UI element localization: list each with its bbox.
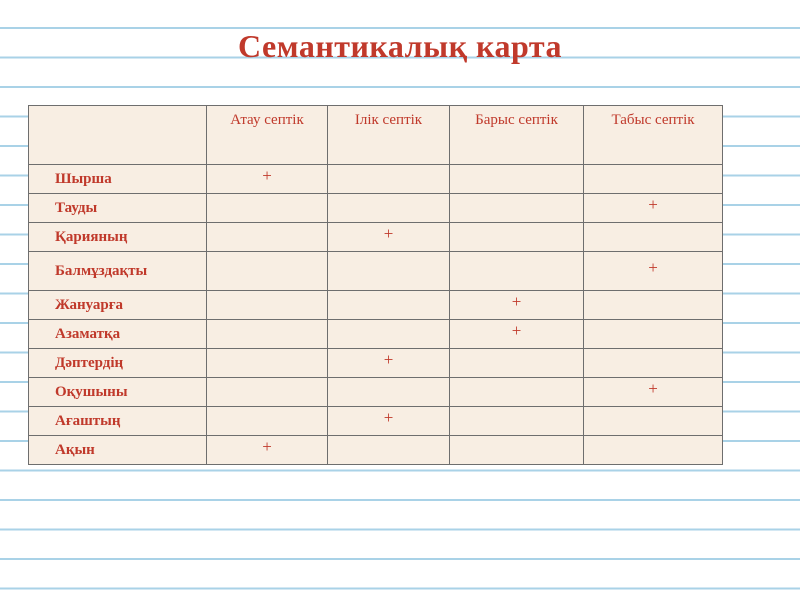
table-cell xyxy=(328,194,450,223)
plus-mark: + xyxy=(511,321,522,340)
row-label: Ағаштың xyxy=(29,407,207,436)
table-cell xyxy=(450,378,584,407)
table-row xyxy=(29,252,723,291)
plus-mark: + xyxy=(383,350,394,369)
table-cell xyxy=(328,407,450,436)
plus-mark: + xyxy=(383,224,394,243)
header-corner xyxy=(29,106,207,165)
table-cell xyxy=(450,320,584,349)
header-row xyxy=(29,106,723,165)
table-cell xyxy=(328,378,450,407)
table-cell xyxy=(328,291,450,320)
row-label: Шырша xyxy=(29,165,207,194)
row-label: Азаматқа xyxy=(29,320,207,349)
table-cell xyxy=(584,194,723,223)
table-row xyxy=(29,291,723,320)
row-label: Оқушыны xyxy=(29,378,207,407)
table-cell xyxy=(584,165,723,194)
row-label: Балмұздақты xyxy=(29,252,207,291)
table-cell xyxy=(207,320,328,349)
table-cell xyxy=(584,349,723,378)
plus-mark: + xyxy=(648,195,658,214)
table-cell xyxy=(584,291,723,320)
plus-mark: + xyxy=(648,258,658,277)
row-label: Қарияның xyxy=(29,223,207,252)
table-row xyxy=(29,407,723,436)
table-cell xyxy=(328,223,450,252)
plus-mark: + xyxy=(262,437,272,456)
column-header-dative: Барыс септік xyxy=(450,106,584,165)
table-row xyxy=(29,436,723,465)
table-cell xyxy=(450,223,584,252)
table-cell xyxy=(450,252,584,291)
row-label: Ақын xyxy=(29,436,207,465)
table-cell xyxy=(450,291,584,320)
table-cell xyxy=(207,291,328,320)
table-cell xyxy=(328,252,450,291)
table-cell xyxy=(450,194,584,223)
table-cell xyxy=(207,194,328,223)
table-row xyxy=(29,378,723,407)
semantic-map-table xyxy=(28,105,723,465)
column-header-accusative: Табыс септік xyxy=(584,106,723,165)
table-row xyxy=(29,320,723,349)
table-cell xyxy=(584,223,723,252)
plus-mark: + xyxy=(511,292,522,311)
table-cell xyxy=(450,165,584,194)
table-cell xyxy=(207,223,328,252)
table-cell xyxy=(328,436,450,465)
table-row xyxy=(29,223,723,252)
table-cell xyxy=(584,252,723,291)
table-row xyxy=(29,349,723,378)
table-row xyxy=(29,194,723,223)
table-cell xyxy=(584,436,723,465)
table-cell xyxy=(450,407,584,436)
table-cell xyxy=(450,436,584,465)
table-row xyxy=(29,165,723,194)
table-cell xyxy=(207,378,328,407)
column-header-nominative: Атау септік xyxy=(207,106,328,165)
table-cell xyxy=(207,436,328,465)
row-label: Дәптердің xyxy=(29,349,207,378)
table-cell xyxy=(207,407,328,436)
row-label: Жануарға xyxy=(29,291,207,320)
plus-mark: + xyxy=(383,408,394,427)
table-cell xyxy=(584,320,723,349)
plus-mark: + xyxy=(262,166,272,185)
plus-mark: + xyxy=(648,379,658,398)
table-cell xyxy=(450,349,584,378)
table-cell xyxy=(207,165,328,194)
table-cell xyxy=(207,252,328,291)
table-cell xyxy=(328,320,450,349)
table-cell xyxy=(584,378,723,407)
page-title: Семантикалық карта xyxy=(238,28,562,64)
table-cell xyxy=(328,165,450,194)
table-cell xyxy=(584,407,723,436)
table-cell xyxy=(328,349,450,378)
row-label: Тауды xyxy=(29,194,207,223)
table-cell xyxy=(207,349,328,378)
column-header-genitive: Ілік септік xyxy=(328,106,450,165)
